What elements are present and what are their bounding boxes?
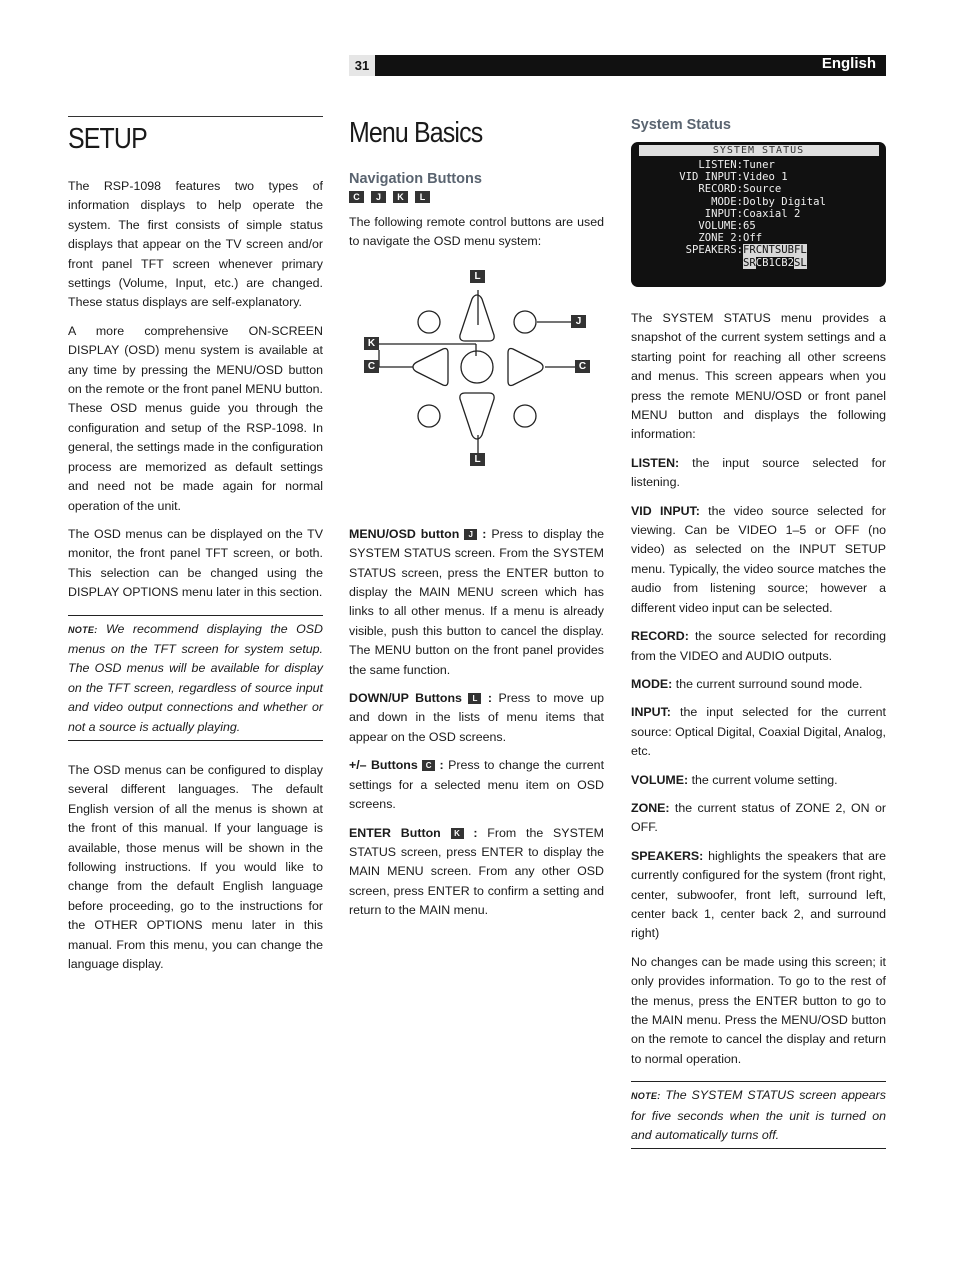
label-up: L	[470, 270, 485, 283]
osd-row-listen: LISTEN: Tuner	[698, 159, 775, 171]
listen-item: LISTEN: the input source selected for listening.	[631, 455, 886, 490]
zone-item: ZONE: the current status of ZONE 2, ON or OFF.	[631, 800, 886, 835]
osd-title: SYSTEM STATUS	[639, 145, 879, 156]
plusminus-text: Press to change the current settings for a selected menu item on OSD screens.	[349, 758, 605, 812]
osd-row-zone2: ZONE 2: Off	[698, 232, 763, 245]
enter-button-shape	[461, 351, 493, 383]
menu-osd-text: Press to display the SYSTEM STATUS screen. From the SYSTEM STATUS screen, press the ENTER button to display the MAIN MENU screen which has links to all other menus. If a menu is already visible, push this button to cancel the display. The MENU button on the front panel provides the same function.	[349, 526, 604, 677]
osd-row-record: RECORD: Source	[698, 183, 782, 196]
speaker-cb2: CB2	[774, 256, 795, 269]
setup-note	[68, 615, 323, 741]
system-status-note	[631, 1081, 886, 1149]
note-text: We recommend displaying the OSD menus on the TFT screen for system setup. The OSD menus will be available for display on the TFT screen, regardless of source input and video output connections and whether or not a source is actually playing.	[68, 621, 323, 734]
nav-badges	[349, 191, 604, 203]
osd-row-vid-input: VID INPUT: Video 1	[679, 171, 788, 184]
speakers-item: SPEAKERS: highlights the speakers that are currently configured for the system (front right, center, subwoofer, front left, surround left, center back 1, center back 2, and surround right)	[631, 848, 886, 941]
label-menu-osd: J	[571, 315, 586, 328]
setup-paragraph-1: The RSP-1098 features two types of information displays to help operate the system. The first consists of simple status displays that appear on the TV screen and/or front panel TFT screen whenever primary settings (Volume, Input, etc.) are changed. These status displays are self-explanatory.	[68, 179, 323, 310]
enter-badge: K	[451, 828, 464, 839]
downup-label: DOWN/UP Buttons	[349, 691, 462, 706]
speaker-fr: FR	[743, 244, 756, 257]
badge-l: L	[415, 191, 430, 203]
osd-row-speakers-2	[631, 257, 886, 269]
setup-title-rule	[68, 116, 323, 156]
plus-arrow-shape	[508, 348, 543, 385]
label-enter: K	[364, 337, 379, 350]
speaker-fl: FL	[794, 244, 807, 257]
speaker-sub: SUB	[774, 244, 795, 257]
note-label: NOTE:	[68, 624, 98, 635]
menu-basics-title: Menu Basics	[349, 117, 483, 149]
remote-button-diagram	[349, 270, 604, 495]
menu-osd-label: MENU/OSD button	[349, 526, 460, 541]
plusminus-description: +/– Buttons C : Press to change the current settings for a selected menu item on OSD screens.	[349, 758, 605, 812]
system-status-column	[631, 116, 886, 1169]
plusminus-badge: C	[422, 760, 435, 771]
remote-circle-bottom-left	[418, 405, 440, 427]
downup-description: DOWN/UP Buttons L : Press to move up and down in the lists of menu items that appear on the OSD screens.	[349, 691, 604, 744]
enter-text: From the SYSTEM STATUS screen, press ENTER to display the MAIN MENU screen. From any other OSD screen, press ENTER to confirm a setting and return to the MAIN menu.	[349, 825, 604, 918]
input-item: INPUT: the input selected for the current source: Optical Digital, Coaxial Digital, Analog, etc.	[631, 705, 886, 759]
volume-item: VOLUME: the current volume setting.	[631, 772, 838, 787]
note-text: The SYSTEM STATUS screen appears for five seconds when the unit is turned on and automatically turns off.	[631, 1088, 886, 1143]
speaker-sl: SL	[794, 256, 807, 269]
enter-description: ENTER Button K : From the SYSTEM STATUS screen, press ENTER to display the MAIN MENU screen. From any other OSD screen, press ENTER to confirm a setting and return to the MAIN menu.	[349, 825, 604, 918]
osd-row-volume: VOLUME: 65	[698, 220, 756, 233]
speaker-cb1: CB1	[755, 256, 775, 269]
page-number: 31	[349, 55, 375, 76]
menu-basics-column	[349, 116, 604, 930]
downup-badge: L	[468, 693, 481, 704]
down-arrow-shape	[460, 393, 494, 439]
setup-column	[68, 116, 323, 983]
header-bar	[349, 55, 886, 76]
speaker-sr: SR	[743, 256, 756, 269]
badge-c: C	[349, 191, 364, 203]
system-status-closing: No changes can be made using this screen; it only provides information. To go to the rest of the menus, press the ENTER button to go to the MAIN menu. Press the MENU/OSD button on the remote to cancel the display and return to normal operation.	[631, 954, 886, 1066]
speaker-cnt: CNT	[755, 244, 775, 257]
note-label: NOTE:	[631, 1091, 661, 1102]
remote-circle-bottom-right	[514, 405, 536, 427]
enter-label: ENTER Button	[349, 825, 441, 840]
osd-row-mode: MODE: Dolby Digital	[711, 195, 826, 208]
badge-k: K	[393, 191, 408, 203]
label-down: L	[470, 453, 485, 466]
setup-paragraph-4: The OSD menus can be configured to display several different languages. The default English version of all the menus is shown at the front of this manual. If your language is available, those menus will be shown in the following instructions. If you would like to change from the default English language before proceeding, go to the instructions for the OTHER OPTIONS menu later in this manual. From this menu, you can change the language display.	[68, 762, 323, 972]
system-status-intro: The SYSTEM STATUS menu provides a snapshot of the current system settings and a starting point for reaching all other screens and menus. This screen appears when you press the remote MENU/OSD or front panel MENU button and displays the following information:	[631, 311, 886, 442]
navigation-buttons-heading: Navigation Buttons	[349, 171, 482, 187]
label-plus: C	[575, 360, 590, 373]
record-item: RECORD: the source selected for recording from the VIDEO and AUDIO outputs.	[631, 629, 887, 663]
language-label: English	[821, 55, 876, 72]
menu-intro: The following remote control buttons are used to navigate the OSD menu system:	[349, 215, 604, 249]
vid-input-item: VID INPUT: the video source selected for viewing. Can be VIDEO 1–5 or OFF (no video) as selected on the INPUT SETUP menu. Typically, the video source matches the audio from listening source; however a different video input can be selected.	[631, 503, 886, 615]
remote-circle-top-left	[418, 311, 440, 333]
osd-row-speakers-1: SPEAKERS: FR CNT SUB FL	[685, 244, 807, 257]
system-status-heading: System Status	[631, 117, 731, 133]
mode-item: MODE: the current surround sound mode.	[631, 676, 863, 691]
remote-circle-top-right	[514, 311, 536, 333]
osd-row-input: INPUT: Coaxial 2	[704, 207, 801, 220]
downup-text: Press to move up and down in the lists of menu items that appear on the OSD screens.	[349, 691, 604, 744]
label-minus: C	[364, 360, 379, 373]
setup-paragraph-2: A more comprehensive ON-SCREEN DISPLAY (OSD) menu system is available at any time by pressing the MENU/OSD button on the remote or the front panel MENU button. These OSD menus guide you through the configuration and setup of the RSP-1098. In general, the settings made in the configuration process are memorized as default settings and need not be made again for normal operation of the unit.	[68, 323, 323, 513]
plusminus-label: +/– Buttons	[349, 758, 418, 773]
system-status-screen	[631, 142, 886, 287]
menu-osd-badge: J	[464, 529, 477, 540]
menu-osd-description: MENU/OSD button J : Press to display the SYSTEM STATUS screen. From the SYSTEM STATUS screen, press the ENTER button to display the MAIN MENU screen which has links to all other menus. If a menu is already visible, push this button to cancel the display. The MENU button on the front panel provides the same function.	[349, 526, 604, 677]
up-arrow-shape	[460, 295, 494, 341]
setup-title: SETUP	[68, 123, 147, 155]
badge-j: J	[371, 191, 386, 203]
setup-paragraph-3: The OSD menus can be displayed on the TV monitor, the front panel TFT screen, or both. This selection can be changed using the DISPLAY OPTIONS menu later in this section.	[68, 526, 323, 600]
minus-arrow-shape	[413, 348, 448, 385]
